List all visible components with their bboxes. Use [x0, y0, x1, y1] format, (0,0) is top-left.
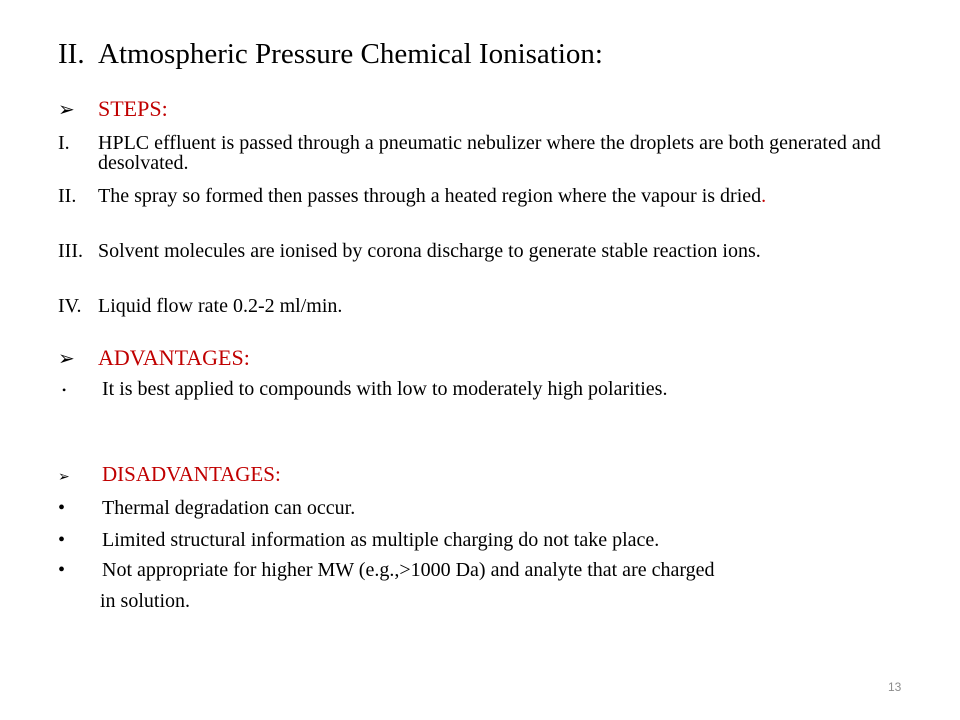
- arrow-bullet-icon: ➢: [58, 348, 75, 370]
- step-label: II.: [58, 185, 77, 207]
- step-label: I.: [58, 132, 70, 154]
- slide-title: [58, 38, 603, 71]
- step-label: IV.: [58, 295, 82, 317]
- disadvantage-text: Not appropriate for higher MW (e.g.,>1000 Da) and analyte that are charged: [102, 559, 715, 581]
- step-text: HPLC effluent is passed through a pneumatic nebulizer where the droplets are both generated and desolvated.: [98, 132, 881, 174]
- step-item: [58, 186, 898, 206]
- step-item: [58, 133, 898, 173]
- arrow-bullet-icon: ➢: [58, 470, 70, 485]
- disadvantage-text: Limited structural information as multiple charging do not take place.: [102, 529, 660, 551]
- step-label: III.: [58, 240, 83, 262]
- steps-heading: [58, 96, 168, 122]
- bullet-icon: •: [62, 383, 67, 397]
- disadvantage-text: Thermal degradation can occur.: [102, 497, 356, 519]
- disadvantages-heading: [58, 462, 281, 487]
- step-text: Liquid flow rate 0.2-2 ml/min.: [98, 295, 343, 317]
- step-item: [58, 241, 898, 261]
- advantages-heading-label: ADVANTAGES:: [98, 345, 250, 370]
- advantage-text: It is best applied to compounds with low to moderately high polarities.: [102, 378, 668, 400]
- disadvantage-continuation: in solution.: [100, 590, 191, 612]
- disadvantages-heading-label: DISADVANTAGES:: [102, 462, 281, 486]
- step-text-tail: .: [761, 185, 767, 207]
- page-number: 13: [888, 680, 902, 694]
- title-text: Atmospheric Pressure Chemical Ionisation:: [98, 38, 603, 70]
- title-number: II.: [58, 38, 85, 70]
- arrow-bullet-icon: ➢: [58, 99, 75, 121]
- steps-heading-label: STEPS:: [98, 96, 168, 121]
- bullet-icon: •: [58, 559, 66, 581]
- advantages-heading: [58, 345, 250, 371]
- bullet-icon: •: [58, 529, 66, 551]
- step-item: [58, 296, 898, 316]
- step-text: The spray so formed then passes through a heated region where the vapour is dried: [98, 185, 762, 207]
- bullet-icon: •: [58, 497, 66, 519]
- step-text: Solvent molecules are ionised by corona discharge to generate stable reaction ions.: [98, 240, 761, 262]
